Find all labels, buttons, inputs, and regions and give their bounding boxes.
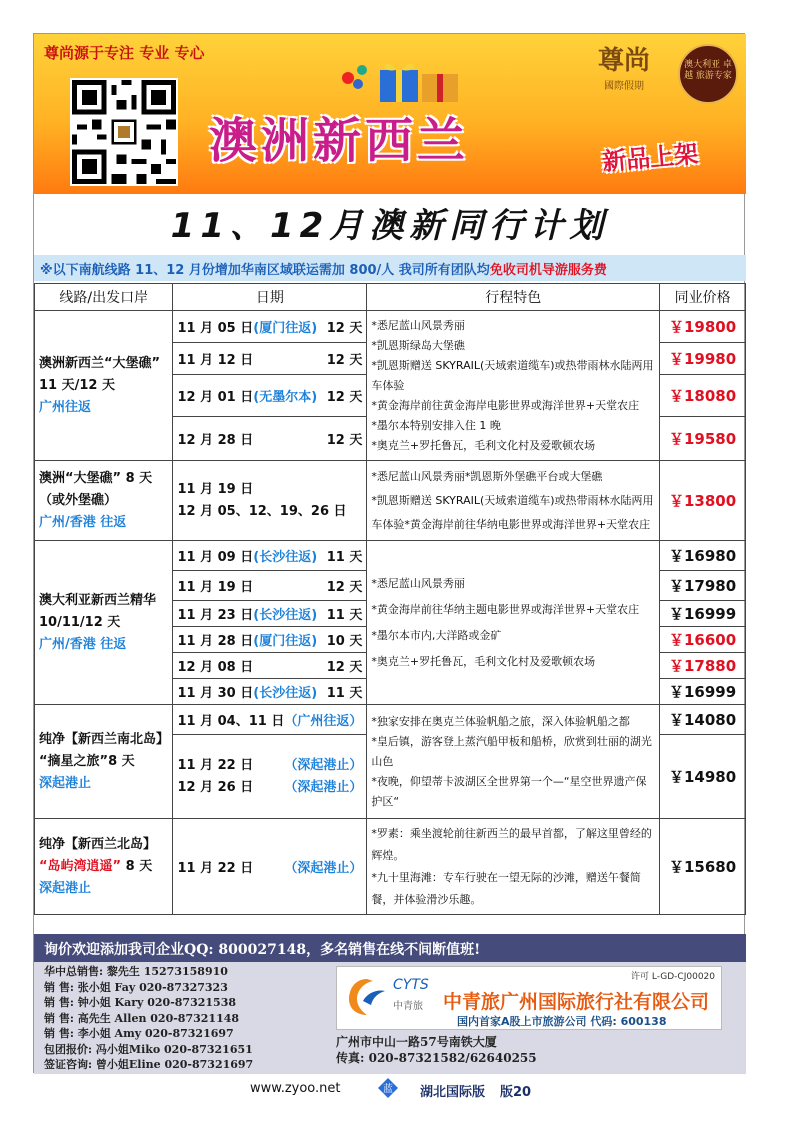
lan-icon <box>377 1077 399 1099</box>
price: ￥16999 <box>660 679 746 705</box>
table-cell: 12 月 08 日 12 天 <box>173 653 367 679</box>
feature-cell: *罗素：乘坐渡轮前往新西兰的最早首都，了解这里曾经的辉煌。 *九十里海滩：专车行驶在一望无际的沙滩，赠送午餐简餐，并体验滑沙乐趣。 <box>367 819 660 915</box>
table-row <box>35 461 746 541</box>
feature-cell: *独家安排在奥克兰体验帆船之旅，深入体验帆船之都 *皇后镇，游客登上蒸汽船甲板和船桥，欣赏到壮丽的湖光山色 *夜晚，仰望蒂卡波湖区全世界第一个—“星空世界遗产保护区“ <box>367 705 660 819</box>
address-block: 广州市中山一路57号南铁大厦 传真: 020-87321582/62640255 <box>336 1035 537 1065</box>
price: ￥17880 <box>660 653 746 679</box>
svg-text:蓝: 蓝 <box>383 1084 393 1095</box>
itinerary-table <box>34 283 746 915</box>
table-cell: 11 月 04、11 日 （广州往返） <box>173 705 367 735</box>
table-cell: 11 月 23 日(长沙往返) 11 天 <box>173 601 367 627</box>
table-cell: 11 月 19 日 12 月 05、12、19、26 日 <box>173 461 367 541</box>
company-name: 中青旅广州国际旅行社有限公司 <box>443 991 710 1013</box>
brand-logo: 尊尚 國際假期 <box>597 46 650 92</box>
col-header: 行程特色 <box>367 284 660 311</box>
table-cell: 11 月 28 日(厦门往返) 10 天 <box>173 627 367 653</box>
table-row <box>35 705 746 735</box>
table-row <box>35 541 746 571</box>
feature-cell: *悉尼蓝山风景秀丽 *黄金海岸前往华纳主题电影世界或海洋世界+天堂农庄 *墨尔本市内,大洋路或金矿 *奥克兰+罗托鲁瓦，毛利文化村及爱歌顿农场 <box>367 541 660 705</box>
route-cell: 澳洲“大堡礁” 8 天 （或外堡礁） 广州/香港 往返 <box>35 461 173 541</box>
brochure-page <box>33 33 745 1073</box>
route-cell: 纯净【新西兰南北岛】 “摘星之旅”8 天 深起港止 <box>35 705 173 819</box>
destination-title: 澳洲新西兰 <box>209 113 470 169</box>
col-header: 同业价格 <box>660 284 746 311</box>
plan-title: 11、12月澳新同行计划 <box>170 206 610 246</box>
table-cell: 12 月 01 日(无墨尔本) 12 天 <box>173 375 367 417</box>
route-cell: 纯净【新西兰北岛】 “岛屿湾逍遥” 8 天 深起港止 <box>35 819 173 915</box>
table-cell: 11 月 05 日(厦门往返) 12 天 <box>173 311 367 343</box>
route-cell: 澳大利亚新西兰精华 10/11/12 天 广州/香港 往返 <box>35 541 173 705</box>
table-cell: 11 月 09 日(长沙往返) 11 天 <box>173 541 367 571</box>
table-cell: 11 月 30 日(长沙往返) 11 天 <box>173 679 367 705</box>
qr-code-icon <box>70 78 178 186</box>
table-row <box>35 311 746 343</box>
price: ￥19980 <box>660 343 746 375</box>
feature-cell: *悉尼蓝山风景秀丽 *凯恩斯绿岛大堡礁 *凯恩斯赠送 SKYRAIL(天域索道缆车)或热带雨林水陆两用车体验 *黄金海岸前往黄金海岸电影世界或海洋世界+天堂农庄 *墨尔本特别安排入住 1 晚 *奥克兰+罗托鲁瓦，毛利文化村及爱歌顿农场 <box>367 311 660 461</box>
price: ￥19800 <box>660 311 746 343</box>
slogan: 尊尚源于专注 专业 专心 <box>44 44 205 62</box>
price: ￥14080 <box>660 705 746 735</box>
notice-bar: ※以下南航线路 11、12 月份增加华南区域联运需加 800/人 我司所有团队均免收司机导游服务费 <box>34 255 746 281</box>
table-cell: 11 月 22 日 （深起港止） <box>173 819 367 915</box>
table-cell: 11 月 22 日 （深起港止） 12 月 26 日 （深起港止） <box>173 735 367 819</box>
price: ￥16980 <box>660 541 746 571</box>
gift-box-icon <box>334 60 474 104</box>
col-header: 线路/出发口岸 <box>35 284 173 311</box>
price: ￥16600 <box>660 627 746 653</box>
col-header: 日期 <box>173 284 367 311</box>
website-link[interactable]: www.zyoo.net <box>250 1081 341 1096</box>
page-number: 版20 <box>500 1085 532 1100</box>
seal-badge: 澳大利亚 卓越 旅游专家 <box>678 44 738 104</box>
table-row <box>35 819 746 915</box>
company-card: CYTS 中青旅 许可 L-GD-CJ00020 中青旅广州国际旅行社有限公司 国内首家A股上市旅游公司 代码: 600138 <box>336 966 722 1030</box>
edition-label: 湖北国际版 <box>420 1085 486 1100</box>
cyts-logo-icon <box>345 975 389 1019</box>
route-cell: 澳洲新西兰“大堡礁” 11 天/12 天 广州往返 <box>35 311 173 461</box>
price: ￥19580 <box>660 417 746 461</box>
table-cell: 11 月 12 日 12 天 <box>173 343 367 375</box>
page-footer <box>0 1075 800 1105</box>
footer <box>34 934 746 1074</box>
sales-contacts: 华中总销售: 黎先生 15273158910 销 售: 张小姐 Fay 020-87327323 销 售: 钟小姐 Kary 020-87321538 销 售: 高先生 Allen 020-87321148 销 售: 李小姐 Amy 020-87321697 包团报价: 冯小姐Miko 020-87321651 签证咨询: 曾小姐Eline 020-87321697 <box>44 965 254 1071</box>
table-cell: 11 月 19 日 12 天 <box>173 571 367 601</box>
feature-cell: *悉尼蓝山风景秀丽*凯恩斯外堡礁平台或大堡礁 *凯恩斯赠送 SKYRAIL(天域索道缆车)或热带雨林水陆两用车体验*黄金海岸前往华纳电影世界或海洋世界+天堂农庄 <box>367 461 660 541</box>
price: ￥18080 <box>660 375 746 417</box>
price: ￥16999 <box>660 601 746 627</box>
price: ￥17980 <box>660 571 746 601</box>
new-product-tag: 新品上架 <box>601 139 700 177</box>
header-banner <box>34 34 746 194</box>
table-cell: 12 月 28 日 12 天 <box>173 417 367 461</box>
price: ￥13800 <box>660 461 746 541</box>
price: ￥14980 <box>660 735 746 819</box>
price: ￥15680 <box>660 819 746 915</box>
table-header-row <box>35 284 746 311</box>
qq-contact-line: 询价欢迎添加我司企业QQ: 800027148，多名销售在线不间断值班! <box>34 934 746 962</box>
